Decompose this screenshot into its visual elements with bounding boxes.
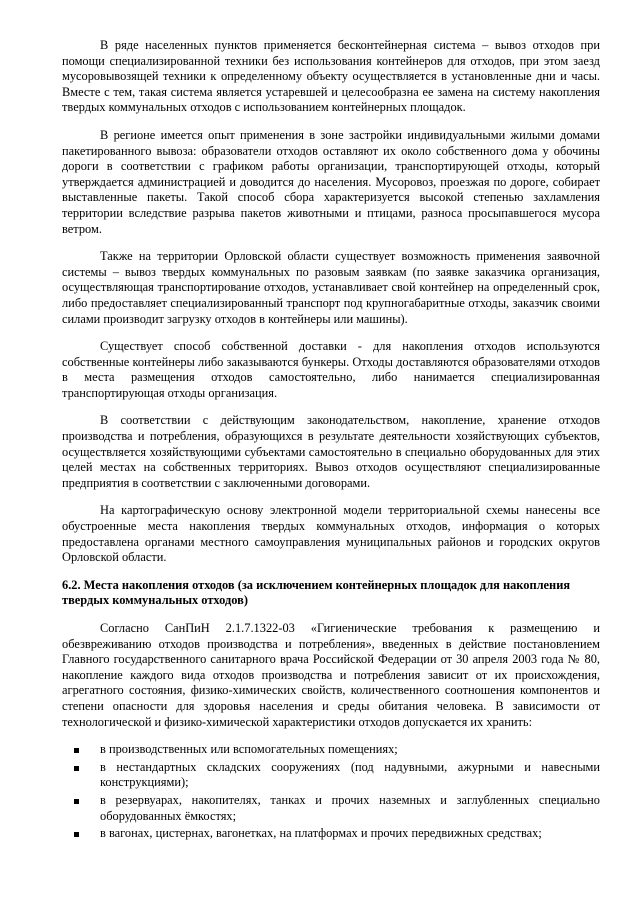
square-bullet-icon	[74, 832, 79, 837]
paragraph-legislation: В соответствии с действующим законодательством, накопление, хранение отходов производства и потребления, образующихся в результате деятельности хозяйствующих субъектов, осуществляется хозяйствующими субъектами самостоятельно в специально оборудованных для этих целей местах на собственных территориях. Вывоз отходов осуществляют специализированные предприятия в соответствии с заключенными договорами.	[62, 413, 600, 490]
list-item-text: в нестандартных складских сооружениях (под надувными, ажурными и навесными конструкциями);	[100, 759, 600, 790]
list-item-text: в производственных или вспомогательных помещениях;	[100, 742, 398, 757]
list-item-text: в резервуарах, накопителях, танках и прочих наземных и заглубленных специально оборудованных ёмкостях;	[100, 792, 600, 823]
list-item-text: в вагонах, цистернах, вагонетках, на платформах и прочих передвижных средствах;	[100, 826, 542, 841]
paragraph-cartographic-basis: На картографическую основу электронной модели территориальной схемы нанесены все обустроенные места накопления твердых коммунальных отходов, информация о которых предоставлена органами местного самоуправления муниципальных районов и городских округов Орловской области.	[62, 503, 600, 565]
paragraph-sanpin: Согласно СанПиН 2.1.7.1322-03 «Гигиенические требования к размещению и обезвреживанию отходов производства и потребления», введенных в действие постановлением Главного государственного санитарного врача Российской Федерации от 30 апреля 2003 года № 80, накопление каждого вида отходов производства и потребления зависит от их происхождения, агрегатного состояния, физико-химических свойств, количественного соотношения компонентов и степени опасности для здоровья населения и среды обитания человека. В зависимости от технологической и физико-химической характеристики отходов допускается их хранить:	[62, 621, 600, 729]
paragraph-bagged-collection: В регионе имеется опыт применения в зоне застройки индивидуальными жилыми домами пакетированного вывоза: образователи отходов оставляют их около собственного дома у обочины дороги в соответствии с графиком работы организации, транспортирующей отходы, который утверждается администрацией и доводится до населения. Мусоровоз, проезжая по дороге, собирает выставленные пакеты. Такой способ сбора характеризуется высокой степенью захламления территории вследствие разрыва пакетов животными и птицами, разноса просыпавшегося мусора ветром.	[62, 127, 600, 236]
list-item	[62, 826, 600, 842]
square-bullet-icon	[74, 766, 79, 771]
square-bullet-icon	[74, 799, 79, 804]
list-item	[62, 793, 600, 824]
list-item	[62, 742, 600, 758]
paragraph-request-system: Также на территории Орловской области существует возможность применения заявочной системы – вывоз твердых коммунальных по разовым заявкам (по заявке заказчика организация, осуществляющая транспортирование отходов, устанавливает свой контейнер на определенный срок, либо предоставляет специализированный транспорт под крупногабаритные отходы, заказчик своими силами производит загрузку отходов в контейнеры или машины).	[62, 249, 600, 326]
storage-options-list	[62, 742, 600, 842]
list-item	[62, 760, 600, 791]
section-heading-6-2: 6.2. Места накопления отходов (за исключением контейнерных площадок для накопления твердых коммунальных отходов)	[62, 577, 571, 608]
paragraph-own-delivery: Существует способ собственной доставки - для накопления отходов используются собственные контейнеры либо заказываются бункеры. Отходы доставляются образователями отходов в места размещения отходов самостоятельно, либо нанимается специализированная транспортирующая отходы организация.	[62, 339, 600, 400]
paragraph-containerless-system: В ряде населенных пунктов применяется бесконтейнерная система – вывоз отходов при помощи специализированной техники без использования контейнеров для отходов, при этом заезд мусоровывозящей техники к определенному объекту осуществляется в установленные дни и часы. Вместе с тем, такая система является устаревшей и целесообразна ее замена на систему накопления твердых коммунальных отходов с использованием контейнерных площадок.	[62, 38, 600, 115]
square-bullet-icon	[74, 748, 79, 753]
